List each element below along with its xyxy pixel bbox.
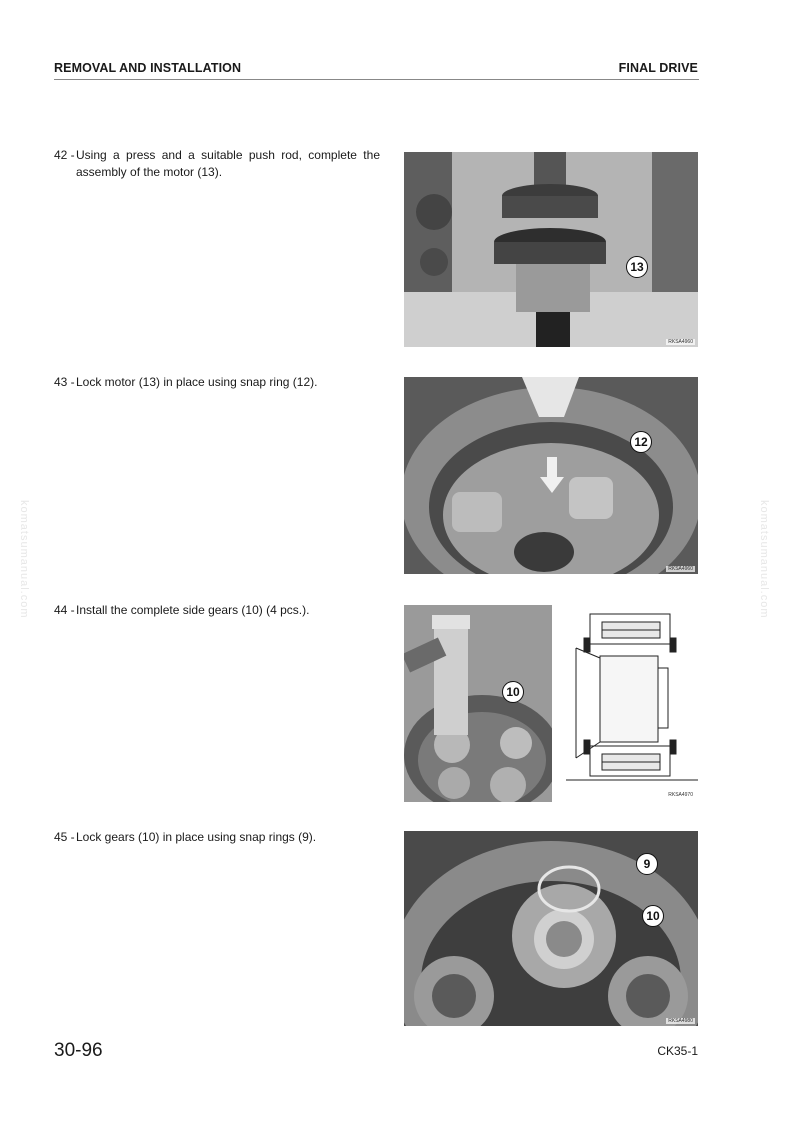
figure-snap-ring bbox=[404, 377, 698, 574]
watermark-left: komatsumanual.com bbox=[18, 500, 30, 619]
figure-side-gears-diagram bbox=[566, 608, 698, 800]
step-text: Lock gears (10) in place using snap rings (9). bbox=[76, 830, 317, 844]
step-text: Using a press and a suitable push rod, complete the assembly of the motor (13). bbox=[76, 148, 380, 179]
figure-code: RKSA4960 bbox=[668, 339, 693, 345]
figure-code: RKSA4960 bbox=[668, 566, 693, 572]
step-number: 43 - bbox=[54, 375, 75, 389]
step-number: 42 - bbox=[54, 148, 75, 162]
step-42 bbox=[54, 147, 380, 181]
model-code: CK35-1 bbox=[657, 1044, 698, 1058]
callout-10: 10 bbox=[502, 681, 524, 703]
page-number: 30-96 bbox=[54, 1040, 103, 1061]
callout-13: 13 bbox=[626, 256, 648, 278]
watermark-right: komatsumanual.com bbox=[758, 500, 770, 619]
step-text: Lock motor (13) in place using snap ring (12). bbox=[76, 375, 318, 389]
step-43 bbox=[54, 374, 380, 391]
step-number: 44 - bbox=[54, 603, 75, 617]
step-44 bbox=[54, 602, 380, 619]
figure-code: RKSA4970 bbox=[668, 792, 693, 798]
header-rule bbox=[54, 79, 699, 80]
step-text: Install the complete side gears (10) (4 pcs.). bbox=[76, 603, 310, 617]
figure-motor-press bbox=[404, 152, 698, 347]
figure-snap-rings bbox=[404, 831, 698, 1026]
section-title: REMOVAL AND INSTALLATION bbox=[54, 61, 242, 75]
step-45 bbox=[54, 829, 380, 846]
chapter-title: FINAL DRIVE bbox=[618, 61, 698, 75]
callout-9: 9 bbox=[636, 853, 658, 875]
callout-10: 10 bbox=[642, 905, 664, 927]
figure-code: RKSA4980 bbox=[668, 1018, 693, 1024]
callout-12: 12 bbox=[630, 431, 652, 453]
step-number: 45 - bbox=[54, 830, 75, 844]
figure-side-gears-photo bbox=[404, 605, 552, 802]
